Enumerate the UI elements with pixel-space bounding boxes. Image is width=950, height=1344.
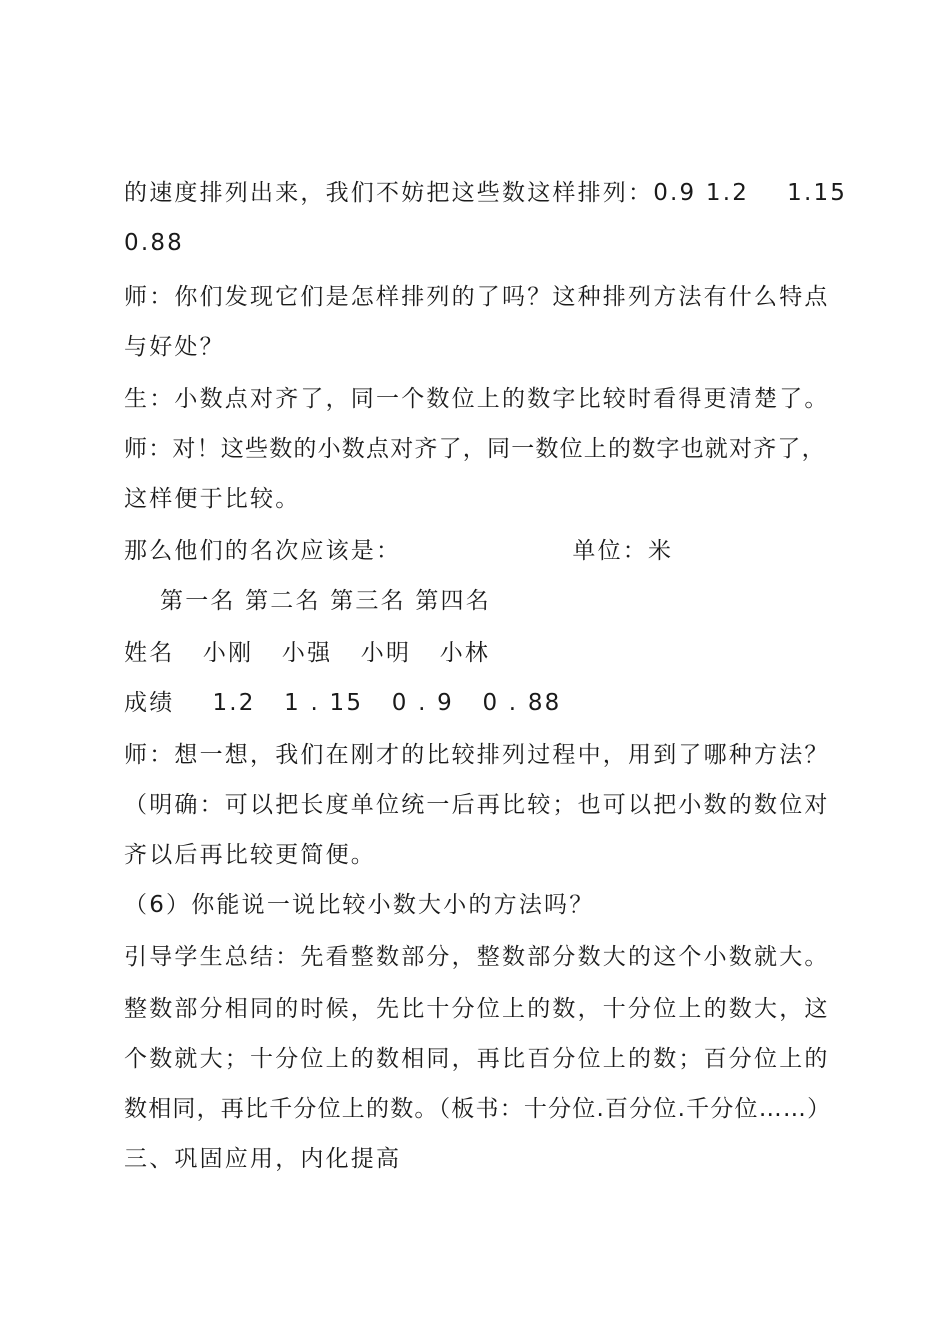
- text-line-7: 这样便于比较。: [124, 486, 301, 512]
- text-line-8: 那么他们的名次应该是： 单位：米: [124, 538, 674, 564]
- text-line-14: 齐以后再比较更简便。: [124, 842, 376, 868]
- ranking-header-row: 第一名 第二名 第三名 第四名: [160, 588, 491, 614]
- text-line-6: 师：对！这些数的小数点对齐了，同一数位上的数字也就对齐了，: [124, 436, 826, 462]
- text-line-18: 个数就大；十分位上的数相同，再比百分位上的数；百分位上的: [124, 1046, 830, 1072]
- text-line-12: 师：想一想，我们在刚才的比较排列过程中，用到了哪种方法？: [124, 742, 830, 768]
- text-line-5: 生：小数点对齐了，同一个数位上的数字比较时看得更清楚了。: [124, 386, 830, 412]
- text-line-3: 师：你们发现它们是怎样排列的了吗？这种排列方法有什么特点: [124, 284, 830, 310]
- text-line-15: （6）你能说一说比较小数大小的方法吗？: [124, 892, 595, 918]
- text-line-19: 数相同，再比千分位上的数。（板书：十分位.百分位.千分位……）: [124, 1096, 832, 1122]
- text-line-4: 与好处？: [124, 334, 225, 360]
- ranking-name-row: 姓名 小刚 小强 小明 小林: [124, 640, 491, 666]
- text-line-2: 0.88: [124, 230, 185, 256]
- ranking-score-row: 成绩 1.2 1 . 15 0 . 9 0 . 88: [124, 690, 562, 716]
- text-line-17: 整数部分相同的时候，先比十分位上的数，十分位上的数大，这: [124, 996, 830, 1022]
- text-line-13: （明确：可以把长度单位统一后再比较；也可以把小数的数位对: [124, 792, 830, 818]
- section-heading: 三、巩固应用，内化提高: [124, 1146, 402, 1172]
- text-line-16: 引导学生总结：先看整数部分，整数部分数大的这个小数就大。: [124, 944, 830, 970]
- text-line-1: 的速度排列出来，我们不妨把这些数这样排列：0.9 1.2 1.15: [124, 180, 848, 206]
